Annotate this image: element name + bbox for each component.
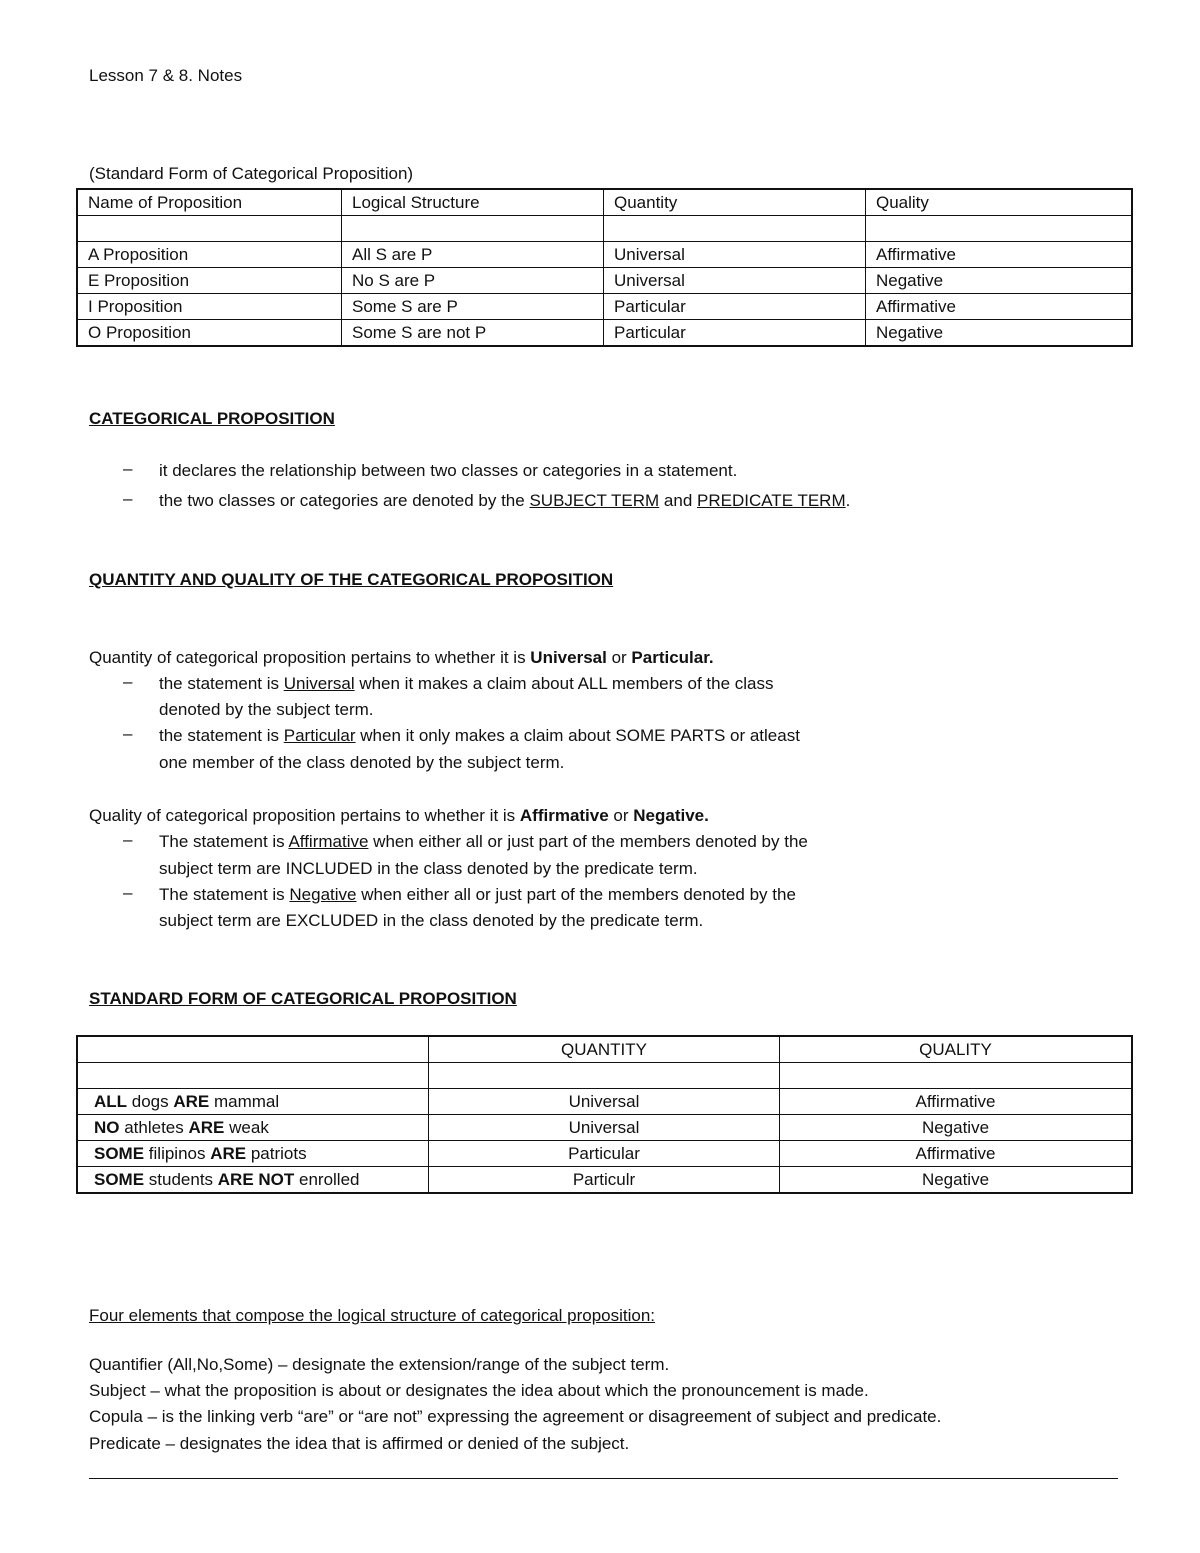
header-cell: QUANTITY (429, 1037, 780, 1063)
bullet-text (159, 671, 774, 697)
table-cell: All S are P (342, 242, 604, 268)
text-run: ALL (94, 1092, 128, 1111)
element-line: Quantifier (All,No,Some) – designate the extension/range of the subject term. (89, 1355, 670, 1374)
table-cell: Negative (866, 268, 1132, 294)
header-cell (78, 1037, 429, 1063)
text-run: Universal (530, 648, 607, 667)
table-row (78, 294, 1132, 320)
dash-bullet: – (123, 672, 133, 691)
table-cell: Affirmative (866, 294, 1132, 320)
text-run: dogs (127, 1092, 174, 1111)
dash-bullet: – (123, 724, 133, 743)
table-cell: Universal (604, 242, 866, 268)
text-run: . (845, 491, 851, 510)
text-run: when either all or just part of the members denoted by the (356, 885, 796, 904)
table-row (78, 242, 1132, 268)
table-cell: Affirmative (780, 1141, 1132, 1167)
header-cell: Quantity (604, 190, 866, 216)
table-cell: A Proposition (78, 242, 342, 268)
bullet-text: one member of the class denoted by the subject term. (159, 753, 565, 772)
text-run: Affirmative (288, 832, 369, 851)
text-run: mammal (209, 1092, 280, 1111)
text-run: Negative (289, 885, 357, 904)
text-run: enrolled (294, 1170, 360, 1189)
element-line: Predicate – designates the idea that is affirmed or denied of the subject. (89, 1434, 630, 1453)
text-run: filipinos (144, 1144, 211, 1163)
text-run: patriots (246, 1144, 307, 1163)
text-run: when it makes a claim about ALL members of the class (354, 674, 774, 693)
text-run: Affirmative (519, 806, 609, 825)
standard-form-table (77, 1036, 1132, 1193)
bullet-text (159, 882, 796, 908)
table-cell: Some S are P (342, 294, 604, 320)
text-run: The statement is (159, 832, 289, 851)
text-run: Particular. (631, 648, 714, 667)
table-cell: Universal (604, 268, 866, 294)
bullet-text: it declares the relationship between two classes or categories in a statement. (159, 461, 738, 480)
table-cell: Negative (780, 1167, 1132, 1193)
text-run: the statement is (159, 726, 284, 745)
table-cell: No S are P (342, 268, 604, 294)
empty-cell (78, 216, 342, 242)
bullet-text (159, 723, 800, 749)
proposition-table (77, 189, 1132, 346)
header-cell: Logical Structure (342, 190, 604, 216)
table-row (78, 1089, 1132, 1115)
bullet-text: subject term are INCLUDED in the class denoted by the predicate term. (159, 859, 698, 878)
table-cell: O Proposition (78, 320, 342, 346)
empty-cell (780, 1063, 1132, 1089)
empty-cell (866, 216, 1132, 242)
bullet-text: subject term are EXCLUDED in the class denoted by the predicate term. (159, 911, 704, 930)
table-cell: E Proposition (78, 268, 342, 294)
dash-bullet: – (123, 459, 133, 478)
empty-cell (604, 216, 866, 242)
bullet-text: denoted by the subject term. (159, 700, 374, 719)
element-line: Subject – what the proposition is about or designates the idea about which the pronouncement is made. (89, 1381, 869, 1400)
table-header-row (78, 1037, 1132, 1063)
table-row (78, 268, 1132, 294)
footer-divider (89, 1478, 1118, 1479)
text-run: ARE (188, 1118, 225, 1137)
table-cell: Universal (429, 1089, 780, 1115)
element-line: Copula – is the linking verb “are” or “are not” expressing the agreement or disagreement of subject and predicate. (89, 1407, 942, 1426)
section-heading-standard-form: STANDARD FORM OF CATEGORICAL PROPOSITION (89, 989, 517, 1008)
text-run: ARE (173, 1092, 210, 1111)
text-run: Negative. (633, 806, 709, 825)
dash-bullet: – (123, 883, 133, 902)
table-cell: Some S are not P (342, 320, 604, 346)
text-run: Universal (283, 674, 355, 693)
table-cell: Particular (604, 320, 866, 346)
text-run: Quantity of categorical proposition pertains to whether it is (89, 648, 531, 667)
empty-cell (429, 1063, 780, 1089)
text-run: weak (224, 1118, 269, 1137)
table-row (78, 1167, 1132, 1193)
table-cell: Negative (780, 1115, 1132, 1141)
text-run: or (606, 648, 632, 667)
example-cell (78, 1167, 429, 1193)
text-run: the statement is (159, 674, 284, 693)
text-run: ARE (210, 1144, 247, 1163)
empty-row (78, 216, 1132, 242)
text-run: SOME (94, 1144, 145, 1163)
text-run: Particular (283, 726, 356, 745)
text-run: The statement is (159, 885, 290, 904)
dash-bullet: – (123, 489, 133, 508)
empty-cell (342, 216, 604, 242)
quality-intro (89, 803, 709, 829)
bullet-text (159, 488, 850, 514)
table-cell: Particulr (429, 1167, 780, 1193)
table-cell: Particular (429, 1141, 780, 1167)
header-cell: QUALITY (780, 1037, 1132, 1063)
table-cell: Particular (604, 294, 866, 320)
text-run: Quality of categorical proposition pertains to whether it is (89, 806, 520, 825)
dash-bullet: – (123, 830, 133, 849)
subject-term-label: SUBJECT TERM (529, 491, 660, 510)
section-heading-quantity-quality: QUANTITY AND QUALITY OF THE CATEGORICAL PROPOSITION (89, 570, 614, 589)
text-run: when it only makes a claim about SOME PARTS or atleast (355, 726, 800, 745)
predicate-term-label: PREDICATE TERM (697, 491, 846, 510)
table-caption: (Standard Form of Categorical Proposition) (89, 164, 414, 183)
text-run: ARE NOT (217, 1170, 295, 1189)
table-row (78, 1141, 1132, 1167)
table-cell: Universal (429, 1115, 780, 1141)
header-cell: Quality (866, 190, 1132, 216)
quantity-intro (89, 645, 714, 671)
text-run: the two classes or categories are denoted by the (159, 491, 530, 510)
example-cell (78, 1089, 429, 1115)
text-run: and (659, 491, 697, 510)
text-run: SOME (94, 1170, 145, 1189)
bullet-text (159, 829, 808, 855)
text-run: NO (94, 1118, 120, 1137)
table-cell: Negative (866, 320, 1132, 346)
section-heading-four-elements: Four elements that compose the logical structure of categorical proposition: (89, 1306, 656, 1325)
empty-cell (78, 1063, 429, 1089)
example-cell (78, 1115, 429, 1141)
example-cell (78, 1141, 429, 1167)
table-header-row (78, 190, 1132, 216)
text-run: when either all or just part of the members denoted by the (368, 832, 808, 851)
empty-row (78, 1063, 1132, 1089)
table-cell: I Proposition (78, 294, 342, 320)
section-heading-categorical: CATEGORICAL PROPOSITION (89, 409, 335, 428)
text-run: athletes (119, 1118, 189, 1137)
text-run: students (144, 1170, 218, 1189)
page-title: Lesson 7 & 8. Notes (89, 66, 243, 85)
table-row (78, 320, 1132, 346)
table-row (78, 1115, 1132, 1141)
header-cell: Name of Proposition (78, 190, 342, 216)
table-cell: Affirmative (780, 1089, 1132, 1115)
text-run: or (608, 806, 634, 825)
table-cell: Affirmative (866, 242, 1132, 268)
